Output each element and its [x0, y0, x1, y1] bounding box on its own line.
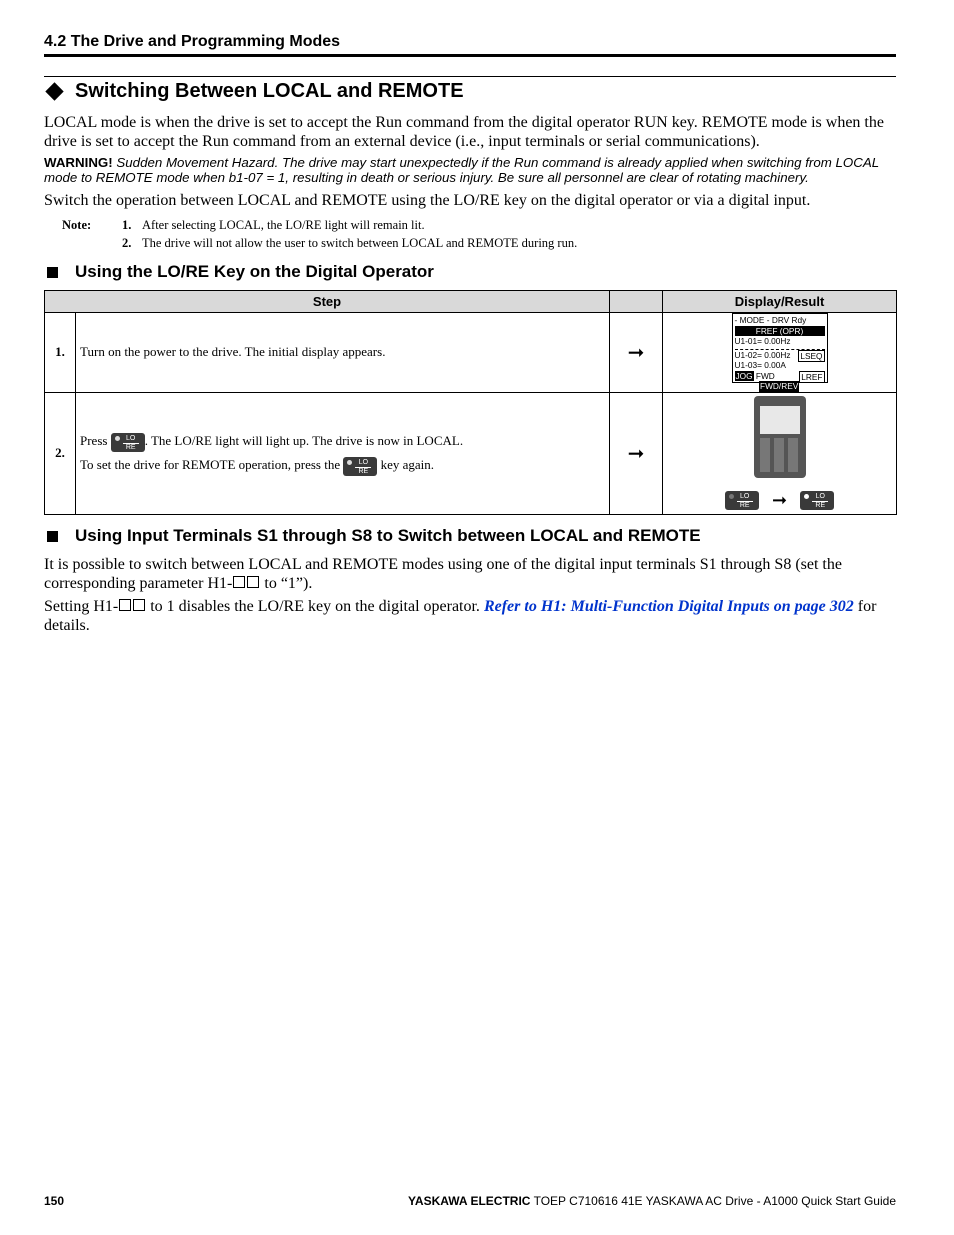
lo-re-key-icon: LO RE: [111, 433, 145, 452]
step-text: key again.: [380, 457, 435, 472]
lcd-lseq-badge: LSEQ: [800, 350, 823, 361]
note-text: After selecting LOCAL, the LO/RE light will remain lit.: [142, 218, 425, 232]
section-header: 4.2 The Drive and Programming Modes: [44, 33, 341, 50]
subsection-heading: [44, 526, 701, 546]
subsection-title: Using Input Terminals S1 through S8 to Switch between LOCAL and REMOTE: [75, 526, 701, 545]
column-header-step: Step: [45, 291, 610, 313]
lcd-jog: JOG: [735, 370, 753, 381]
steps-table: [44, 290, 897, 515]
lcd-line: - MODE - DRV Rdy: [734, 315, 807, 325]
digital-operator-image: [754, 396, 806, 478]
subsection-heading: [44, 262, 434, 282]
lcd-line: FREF (OPR): [735, 326, 825, 337]
square-bullet-icon: [47, 267, 58, 278]
page-number: 150: [44, 1194, 65, 1208]
column-header-display: Display/Result: [663, 291, 897, 313]
step-text-cell: [76, 392, 610, 514]
lo-re-key-on-icon: LO RE: [800, 491, 834, 510]
notes-block: [62, 216, 577, 252]
warning-block: [44, 155, 904, 185]
table-row: [45, 392, 897, 514]
divider: [44, 76, 896, 77]
switch-paragraph: Switch the operation between LOCAL and REMOTE using the LO/RE key on the digital operator or via a digital input.: [44, 192, 811, 209]
note-number: 2.: [122, 236, 132, 250]
note-number: 1.: [122, 218, 132, 232]
lcd-line: U1-02= 0.00Hz: [734, 349, 791, 360]
lo-re-key-off-icon: LO RE: [725, 491, 759, 510]
step-text: Turn on the power to the drive. The initial display appears.: [76, 313, 610, 393]
lcd-line: U1-03= 0.00A: [734, 360, 786, 370]
header-rule: [44, 54, 896, 57]
arrow-icon: ➞: [771, 489, 788, 510]
lcd-line: U1-01= 0.00Hz: [734, 336, 791, 346]
step-text: Press: [80, 433, 108, 448]
warning-text: Sudden Movement Hazard. The drive may start unexpectedly if the Run command is already applied when switching from LOCAL mode to REMOTE mode when b1-07 = 1, resulting in death or serious injury. Be sure all personnel are clear of rotating machinery.: [44, 155, 879, 185]
step-text: . The LO/RE light will light up. The drive is now in LOCAL.: [144, 433, 464, 448]
display-cell: [663, 392, 897, 514]
step-text: To set the drive for REMOTE operation, press the: [80, 457, 341, 472]
section-title: Switching Between LOCAL and REMOTE: [75, 80, 464, 102]
arrow-icon: ➞: [610, 313, 663, 393]
step-number: 1.: [45, 313, 76, 393]
lcd-lref-badge: LREF: [801, 371, 823, 382]
diamond-bullet-icon: [45, 82, 63, 100]
note-text: The drive will not allow the user to switch between LOCAL and REMOTE during run.: [142, 236, 578, 250]
arrow-icon: ➞: [610, 392, 663, 514]
intro-paragraph: LOCAL mode is when the drive is set to accept the Run command from the digital operator RUN key. REMOTE mode is when the drive is set to accept the Run command from an external device (i.e., input terminals or serial communications).: [44, 114, 884, 150]
lo-re-key-icon: LO RE: [343, 457, 377, 476]
warning-label: WARNING!: [44, 155, 113, 170]
note-label: Note:: [62, 218, 92, 232]
terminal-paragraph: It is possible to switch between LOCAL and REMOTE modes using one of the digital input terminals S1 through S8 (set the corresponding parameter H1- to “1”).: [44, 556, 842, 592]
lcd-fwdrev: FWD/REV: [760, 381, 799, 391]
footer-doc: YASKAWA ELECTRIC TOEP C710616 41E YASKAWA AC Drive - A1000 Quick Start Guide: [408, 1194, 896, 1208]
lcd-fwd: FWD: [755, 370, 775, 381]
section-heading: [44, 80, 464, 103]
setting-paragraph: Setting H1- to 1 disables the LO/RE key on the digital operator. Refer to H1: Multi-Function Digital Inputs on page 302 for details.: [44, 598, 877, 634]
display-cell: [663, 313, 897, 393]
subsection-title: Using the LO/RE Key on the Digital Operator: [75, 262, 434, 281]
column-header-blank: [610, 291, 663, 313]
table-row: [45, 313, 897, 393]
square-bullet-icon: [47, 531, 58, 542]
lcd-display: [732, 313, 828, 391]
reference-link[interactable]: Refer to H1: Multi-Function Digital Inputs on page 302: [483, 598, 854, 615]
step-number: 2.: [45, 392, 76, 514]
